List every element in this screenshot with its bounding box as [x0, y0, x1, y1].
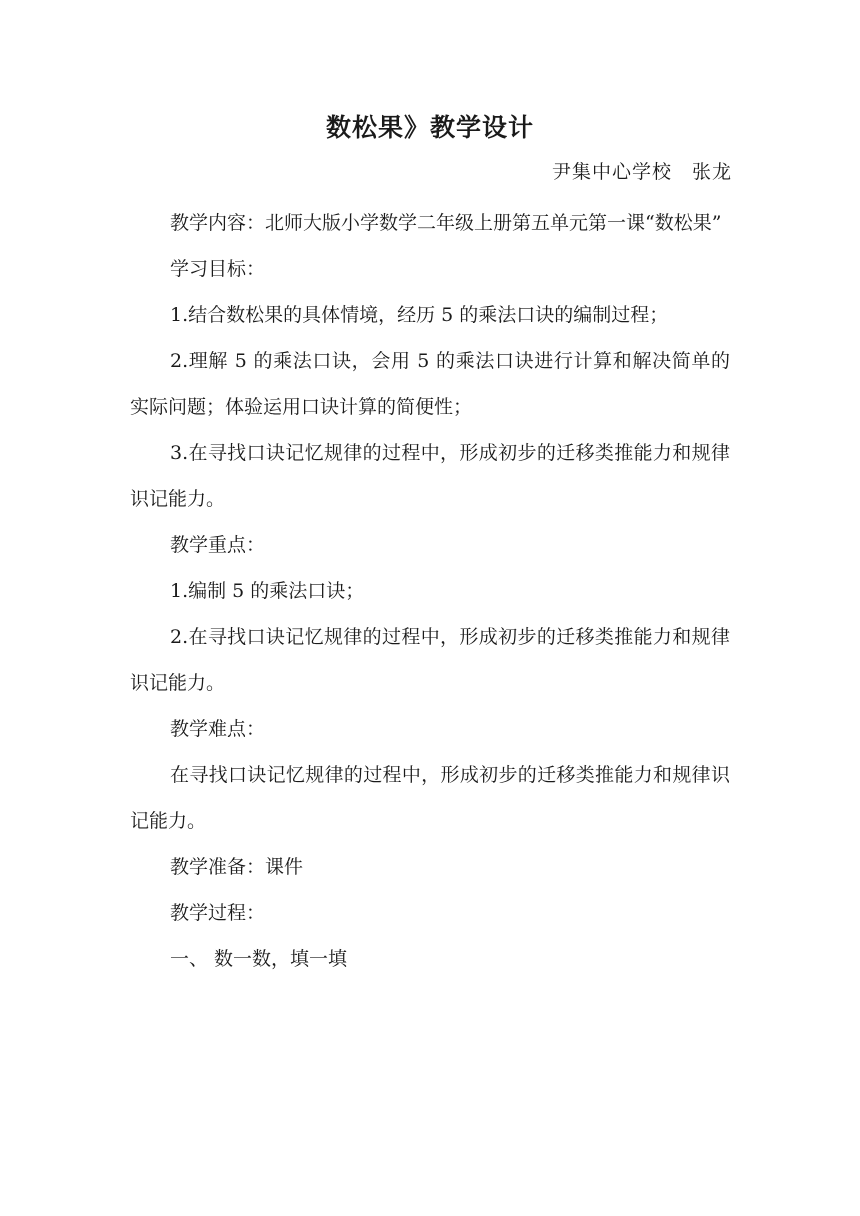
document-body [130, 200, 730, 982]
key-point-1: 1.编制 5 的乘法口诀； [170, 580, 365, 602]
objective-3: 3.在寻找口诀记忆规律的过程中，形成初步的迁移类推能力和规律识记能力。 [130, 442, 730, 510]
objective-2: 2.理解 5 的乘法口诀，会用 5 的乘法口诀进行计算和解决简单的实际问题；体验运用口诀计算的简便性； [130, 350, 730, 418]
author-line: 尹集中心学校 张龙 [551, 161, 732, 183]
heading-key-points: 教学重点： [170, 534, 266, 556]
process-step-1: 一、 数一数，填一填 [170, 948, 348, 970]
heading-objectives: 学习目标： [170, 258, 266, 280]
key-point-2: 2.在寻找口诀记忆规律的过程中，形成初步的迁移类推能力和规律识记能力。 [130, 626, 730, 694]
heading-process: 教学过程： [170, 902, 266, 924]
preparation: 教学准备：课件 [170, 856, 304, 878]
document-title: 数松果》教学设计 [325, 113, 534, 142]
paragraph-content: 教学内容：北师大版小学数学二年级上册第五单元第一课“数松果” [170, 212, 722, 234]
heading-difficulties: 教学难点： [170, 718, 266, 740]
objective-1: 1.结合数松果的具体情境，经历 5 的乘法口诀的编制过程； [170, 304, 669, 326]
difficulty-1: 在寻找口诀记忆规律的过程中，形成初步的迁移类推能力和规律识记能力。 [130, 764, 730, 832]
